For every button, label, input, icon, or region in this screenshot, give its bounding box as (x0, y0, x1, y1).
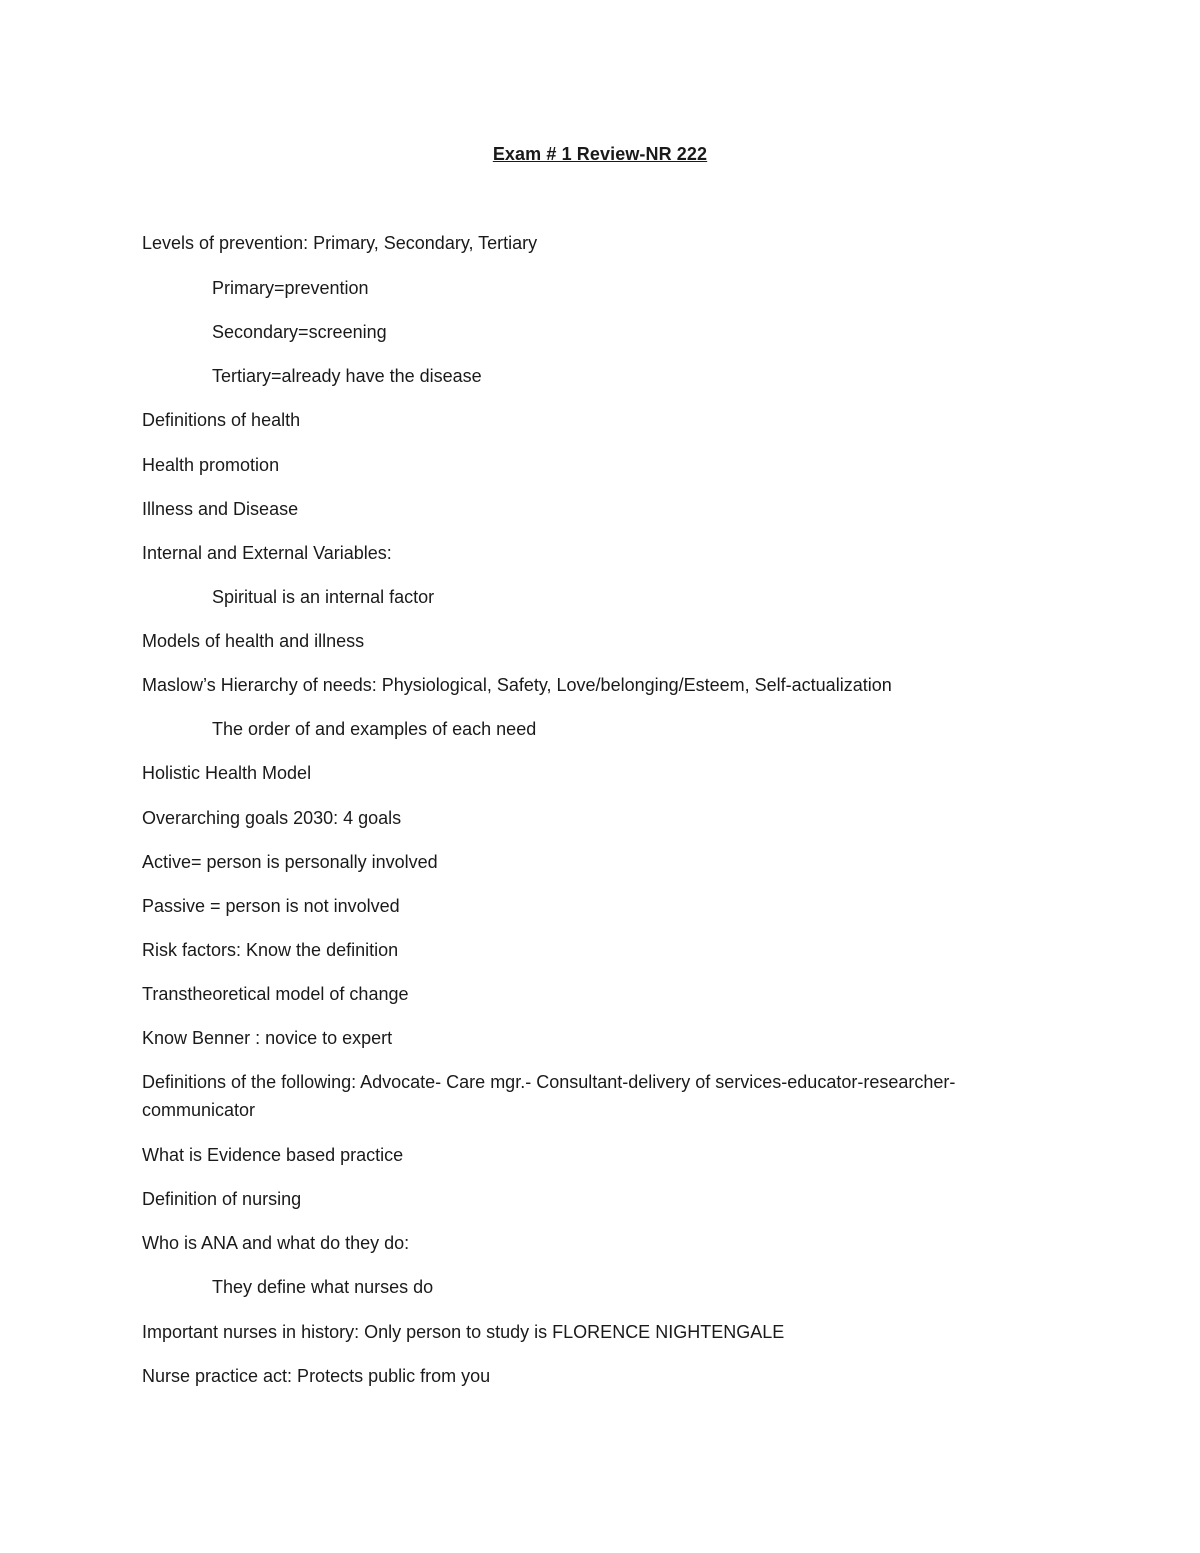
text-line: Who is ANA and what do they do: (142, 1233, 410, 1253)
text-line: Definitions of health (142, 410, 301, 430)
text-line: Maslow’s Hierarchy of needs: Physiological, Safety, Love/belonging/Esteem, Self-actualization (142, 675, 892, 695)
text-line: What is Evidence based practice (142, 1145, 404, 1165)
text-line: Health promotion (142, 455, 280, 475)
text-line: Active= person is personally involved (142, 852, 438, 872)
text-line-indented: They define what nurses do (212, 1277, 434, 1297)
text-line: Risk factors: Know the definition (142, 940, 399, 960)
text-line-indented: Spiritual is an internal factor (212, 587, 435, 607)
text-line-indented: The order of and examples of each need (212, 719, 537, 739)
text-line: Models of health and illness (142, 631, 365, 651)
text-line-indented: Secondary=screening (212, 322, 387, 342)
text-line: Overarching goals 2030: 4 goals (142, 808, 402, 828)
text-line-indented: Tertiary=already have the disease (212, 366, 482, 386)
text-line: Important nurses in history: Only person to study is FLORENCE NIGHTENGALE (142, 1322, 785, 1342)
text-paragraph: Definitions of the following: Advocate- Care mgr.- Consultant-delivery of services-educator-researcher-communicator (142, 1072, 956, 1120)
text-line: Definition of nursing (142, 1189, 302, 1209)
text-line: Levels of prevention: Primary, Secondary, Tertiary (142, 233, 538, 253)
page-title: Exam # 1 Review-NR 222 (492, 144, 708, 164)
text-line: Passive = person is not involved (142, 896, 400, 916)
text-line: Transtheoretical model of change (142, 984, 409, 1004)
text-line: Know Benner : novice to expert (142, 1028, 393, 1048)
text-line-indented: Primary=prevention (212, 278, 369, 298)
text-line: Nurse practice act: Protects public from you (142, 1366, 491, 1386)
text-line: Holistic Health Model (142, 763, 312, 783)
text-line: Illness and Disease (142, 499, 299, 519)
text-line: Internal and External Variables: (142, 543, 392, 563)
